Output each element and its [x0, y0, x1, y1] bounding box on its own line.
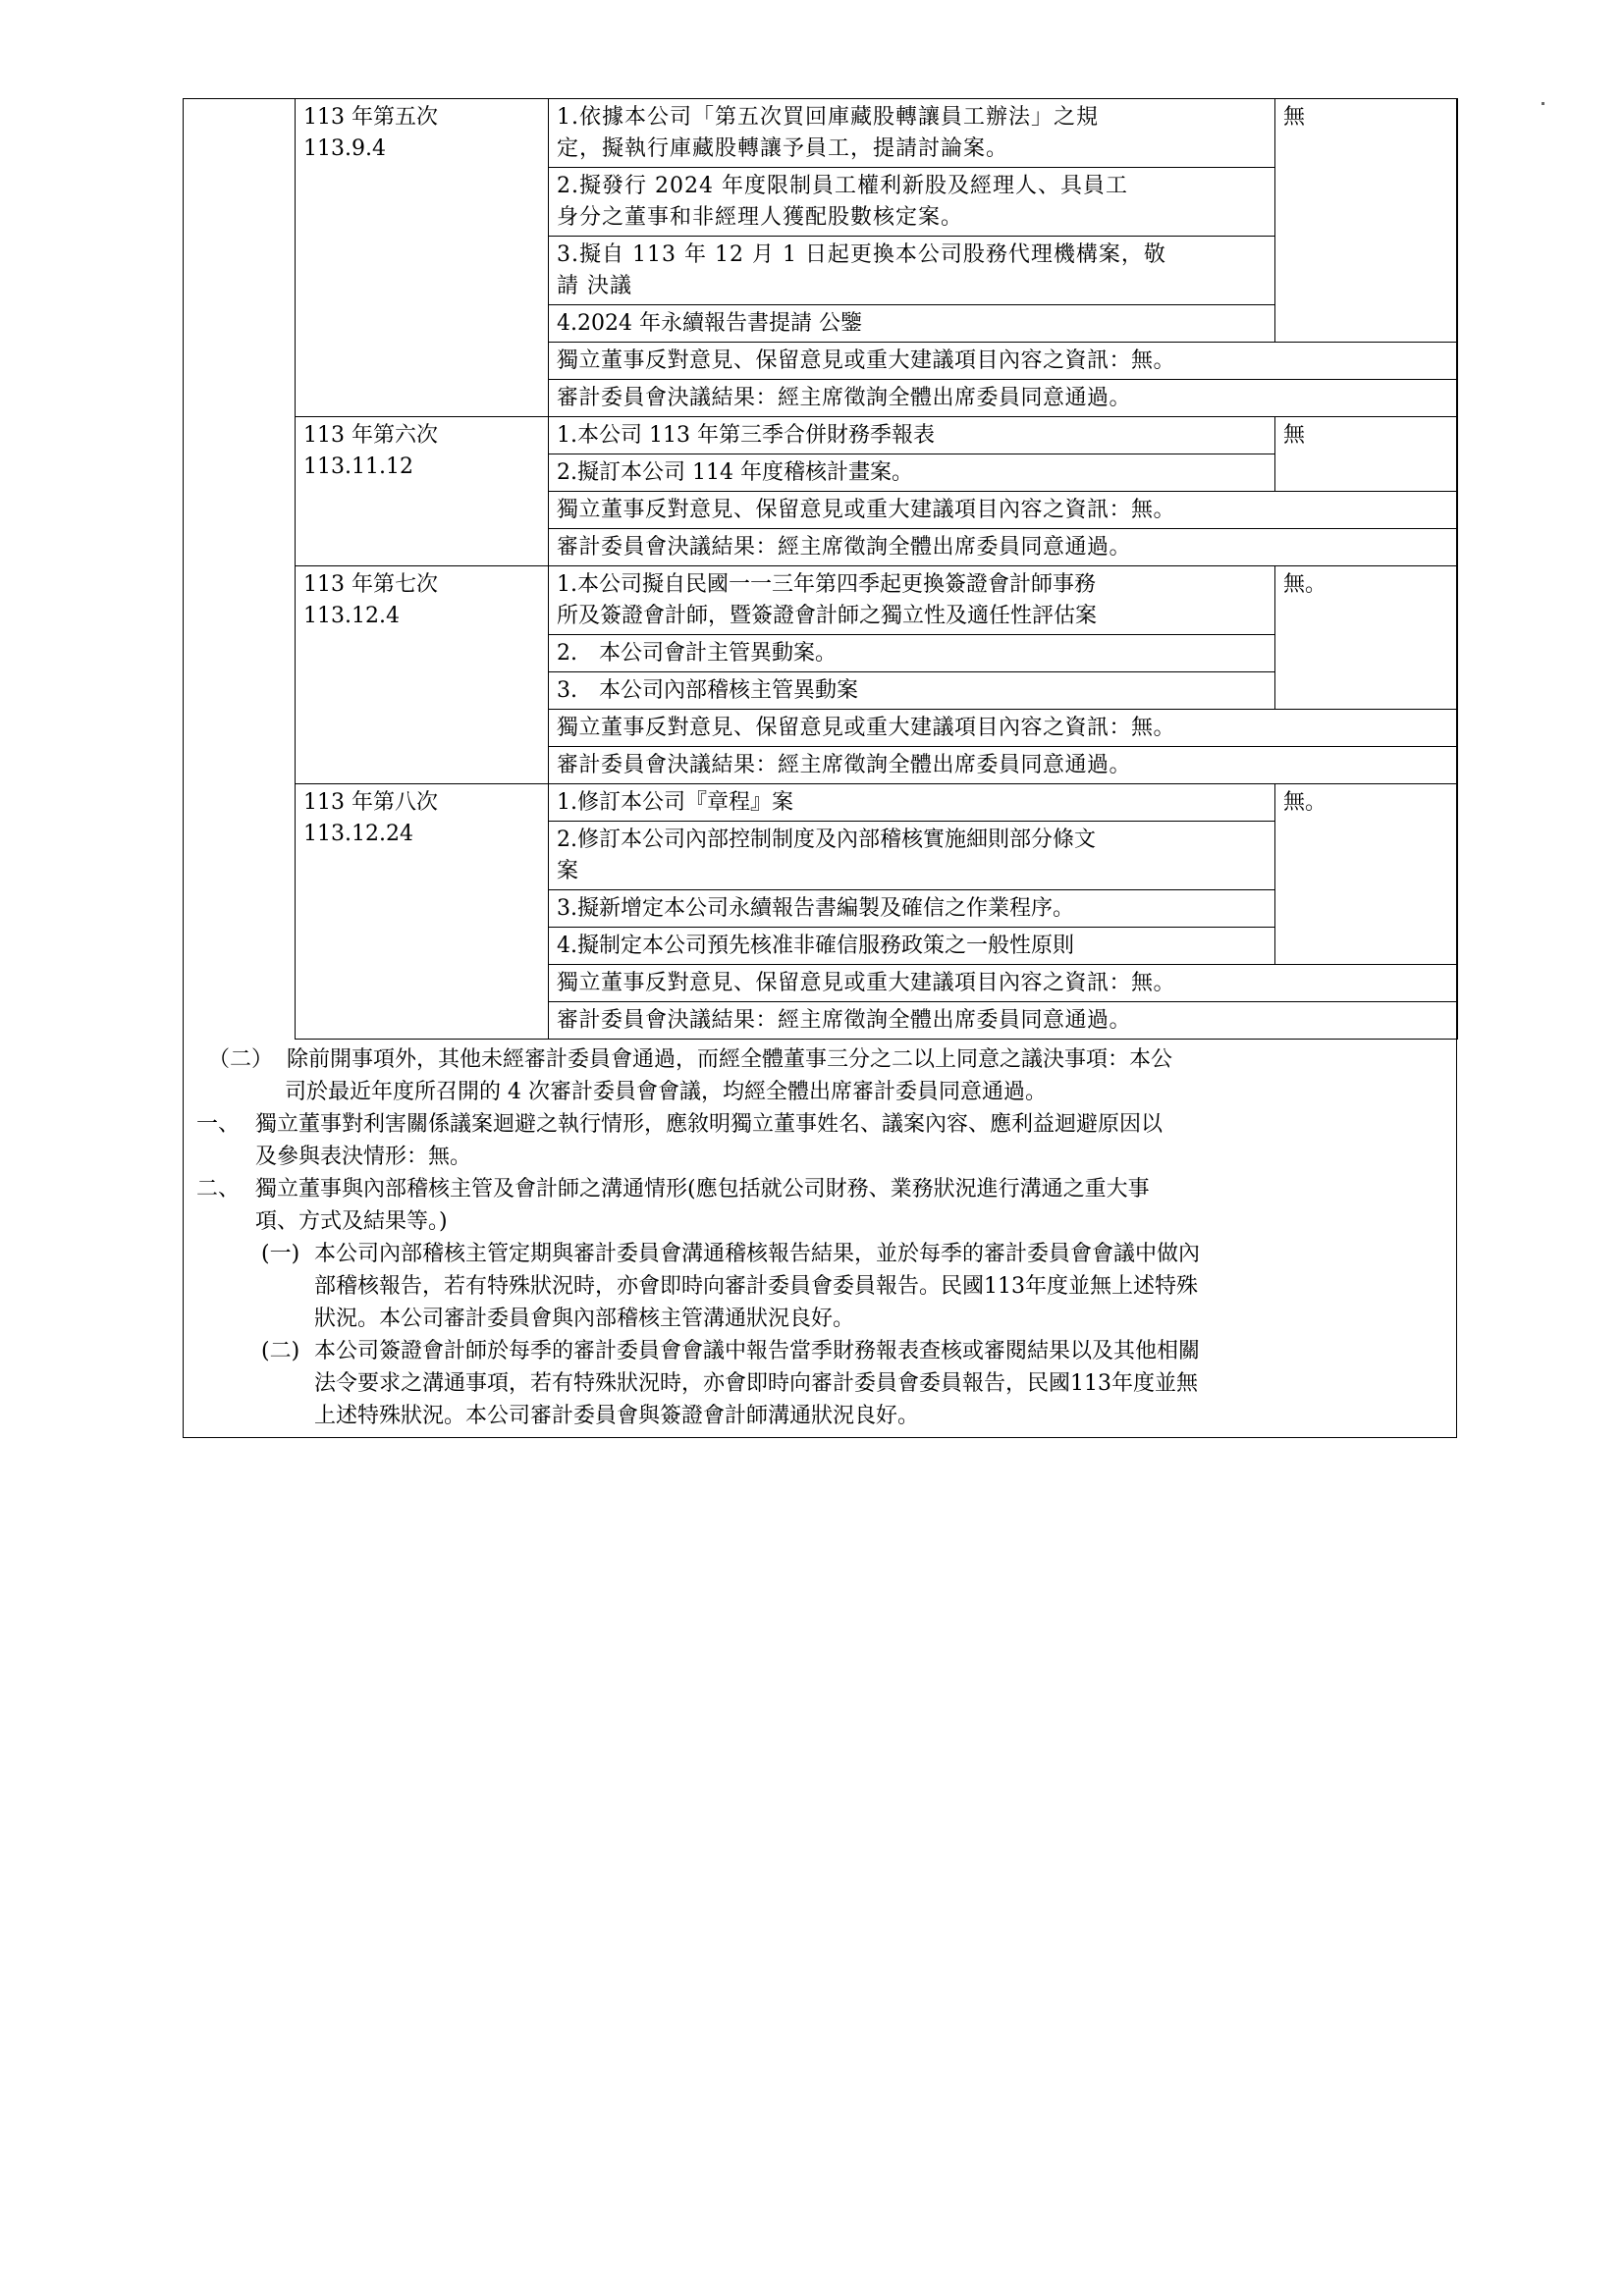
- opinion-result: 無。: [1275, 566, 1458, 710]
- notes-section: [196, 1043, 1443, 1432]
- note-text: 司於最近年度所召開的 4 次審計委員會會議，均經全體出席審計委員同意通過。: [285, 1080, 1047, 1104]
- meeting-date: 113.9.4: [303, 136, 386, 161]
- agenda-item: [549, 454, 1275, 492]
- note-text: 除前開事項外，其他未經審計委員會通過，而經全體董事三分之二以上同意之議決事項：本公: [287, 1047, 1173, 1072]
- note-text: 項、方式及結果等。): [255, 1209, 448, 1234]
- meeting-date: 113.11.12: [303, 454, 413, 479]
- note-recusal: [196, 1108, 1443, 1173]
- committee-resolution: 審計委員會決議結果：經主席徵詢全體出席委員同意通過。: [549, 529, 1458, 566]
- note-text: 本公司簽證會計師於每季的審計委員會會議中報告當季財務報表查核或審閱結果以及其他相關: [314, 1339, 1201, 1363]
- agenda-item-text: 定，擬執行庫藏股轉讓予員工，提請討論案。: [557, 136, 1009, 161]
- agenda-item-text: 2.擬發行 2024 年度限制員工權利新股及經理人、具員工: [557, 174, 1128, 198]
- note-text: 狀況。本公司審計委員會與內部稽核主管溝通狀況良好。: [314, 1307, 855, 1331]
- note-text: 獨立董事與內部稽核主管及會計師之溝通情形(應包括就公司財務、業務狀況進行溝通之重大事: [255, 1177, 1150, 1201]
- committee-resolution: 審計委員會決議結果：經主席徵詢全體出席委員同意通過。: [549, 1002, 1458, 1040]
- agenda-item: [549, 237, 1275, 305]
- note-number: （二）: [208, 1047, 274, 1072]
- meeting-table: [295, 98, 1458, 1040]
- agenda-item-text: 1.修訂本公司『章程』案: [557, 790, 793, 815]
- agenda-item: [549, 784, 1275, 822]
- committee-resolution: 審計委員會決議結果：經主席徵詢全體出席委員同意通過。: [549, 380, 1458, 417]
- agenda-item-text: 4.擬制定本公司預先核准非確信服務政策之一般性原則: [557, 934, 1074, 958]
- agenda-item: [549, 305, 1275, 343]
- agenda-item: [549, 890, 1275, 928]
- agenda-item-text: 2.修訂本公司內部控制制度及內部稽核實施細則部分條文: [557, 828, 1096, 852]
- agenda-item-text: 所及簽證會計師，暨簽證會計師之獨立性及適任性評估案: [557, 604, 1098, 628]
- table-row: [296, 417, 1458, 454]
- independent-director-opinion: 獨立董事反對意見、保留意見或重大建議項目內容之資訊：無。: [549, 965, 1458, 1002]
- agenda-item-text: 4.2024 年永續報告書提請 公鑒: [557, 311, 862, 336]
- committee-resolution: 審計委員會決議結果：經主席徵詢全體出席委員同意通過。: [549, 747, 1458, 784]
- table-row: [296, 784, 1458, 822]
- note-other-resolutions: [196, 1043, 1443, 1108]
- agenda-item-text: 1.依據本公司「第五次買回庫藏股轉讓員工辦法」之規: [557, 105, 1099, 130]
- agenda-item-text: 請 決議: [557, 274, 632, 298]
- independent-director-opinion: 獨立董事反對意見、保留意見或重大建議項目內容之資訊：無。: [549, 710, 1458, 747]
- meeting-date: 113.12.4: [303, 604, 400, 628]
- meeting-date: 113.12.24: [303, 822, 413, 846]
- agenda-item-text: 身分之董事和非經理人獲配股數核定案。: [557, 205, 964, 230]
- note-text: 上述特殊狀況。本公司審計委員會與簽證會計師溝通狀況良好。: [314, 1404, 920, 1428]
- scan-mark: [1542, 102, 1544, 105]
- agenda-item: [549, 635, 1275, 672]
- meeting-title: 113 年第八次: [303, 790, 438, 815]
- agenda-item-text: 3.擬新增定本公司永續報告書編製及確信之作業程序。: [557, 896, 1074, 921]
- note-number: 一、: [196, 1112, 241, 1137]
- meeting-title: 113 年第五次: [303, 105, 438, 130]
- meeting-title: 113 年第六次: [303, 423, 438, 448]
- table-row: [296, 566, 1458, 635]
- agenda-item: [549, 168, 1275, 237]
- note-text: 獨立董事對利害關係議案迴避之執行情形，應敘明獨立董事姓名、議案內容、應利益迴避原因以: [255, 1112, 1164, 1137]
- meeting-date-cell: [296, 784, 549, 1040]
- meeting-date-cell: [296, 566, 549, 784]
- meeting-title: 113 年第七次: [303, 572, 438, 597]
- opinion-result: 無: [1275, 99, 1458, 343]
- opinion-result: 無: [1275, 417, 1458, 492]
- agenda-item-text: 案: [557, 859, 579, 883]
- agenda-item-text: 3. 本公司內部稽核主管異動案: [557, 678, 858, 703]
- note-text: 及參與表決情形：無。: [255, 1145, 472, 1169]
- agenda-item: [549, 99, 1275, 168]
- note-number: (二): [261, 1339, 300, 1363]
- opinion-result: 無。: [1275, 784, 1458, 965]
- agenda-item-text: 1.本公司擬自民國一一三年第四季起更換簽證會計師事務: [557, 572, 1096, 597]
- note-text: 本公司內部稽核主管定期與審計委員會溝通稽核報告結果，並於每季的審計委員會會議中做內: [314, 1242, 1201, 1266]
- note-text: 部稽核報告，若有特殊狀況時，亦會即時向審計委員會委員報告。民國113年度並無上述特殊: [314, 1274, 1198, 1299]
- agenda-item: [549, 822, 1275, 890]
- meeting-date-cell: [296, 99, 549, 417]
- meeting-date-cell: [296, 417, 549, 566]
- note-communication: [196, 1173, 1443, 1238]
- independent-director-opinion: 獨立董事反對意見、保留意見或重大建議項目內容之資訊：無。: [549, 492, 1458, 529]
- agenda-item-text: 3.擬自 113 年 12 月 1 日起更換本公司股務代理機構案，敬: [557, 242, 1166, 267]
- agenda-item-text: 2.擬訂本公司 114 年度稽核計畫案。: [557, 460, 913, 485]
- table-row: [296, 99, 1458, 168]
- note-auditor: [196, 1335, 1443, 1432]
- note-internal-audit: [196, 1238, 1443, 1335]
- agenda-item: [549, 417, 1275, 454]
- agenda-item-text: 1.本公司 113 年第三季合併財務季報表: [557, 423, 935, 448]
- agenda-item: [549, 928, 1275, 965]
- agenda-item-text: 2. 本公司會計主管異動案。: [557, 641, 837, 666]
- independent-director-opinion: 獨立董事反對意見、保留意見或重大建議項目內容之資訊：無。: [549, 343, 1458, 380]
- agenda-item: [549, 566, 1275, 635]
- agenda-item: [549, 672, 1275, 710]
- note-number: (一): [261, 1242, 300, 1266]
- note-number: 二、: [196, 1177, 241, 1201]
- note-text: 法令要求之溝通事項，若有特殊狀況時，亦會即時向審計委員會委員報告，民國113年度並無: [314, 1371, 1198, 1396]
